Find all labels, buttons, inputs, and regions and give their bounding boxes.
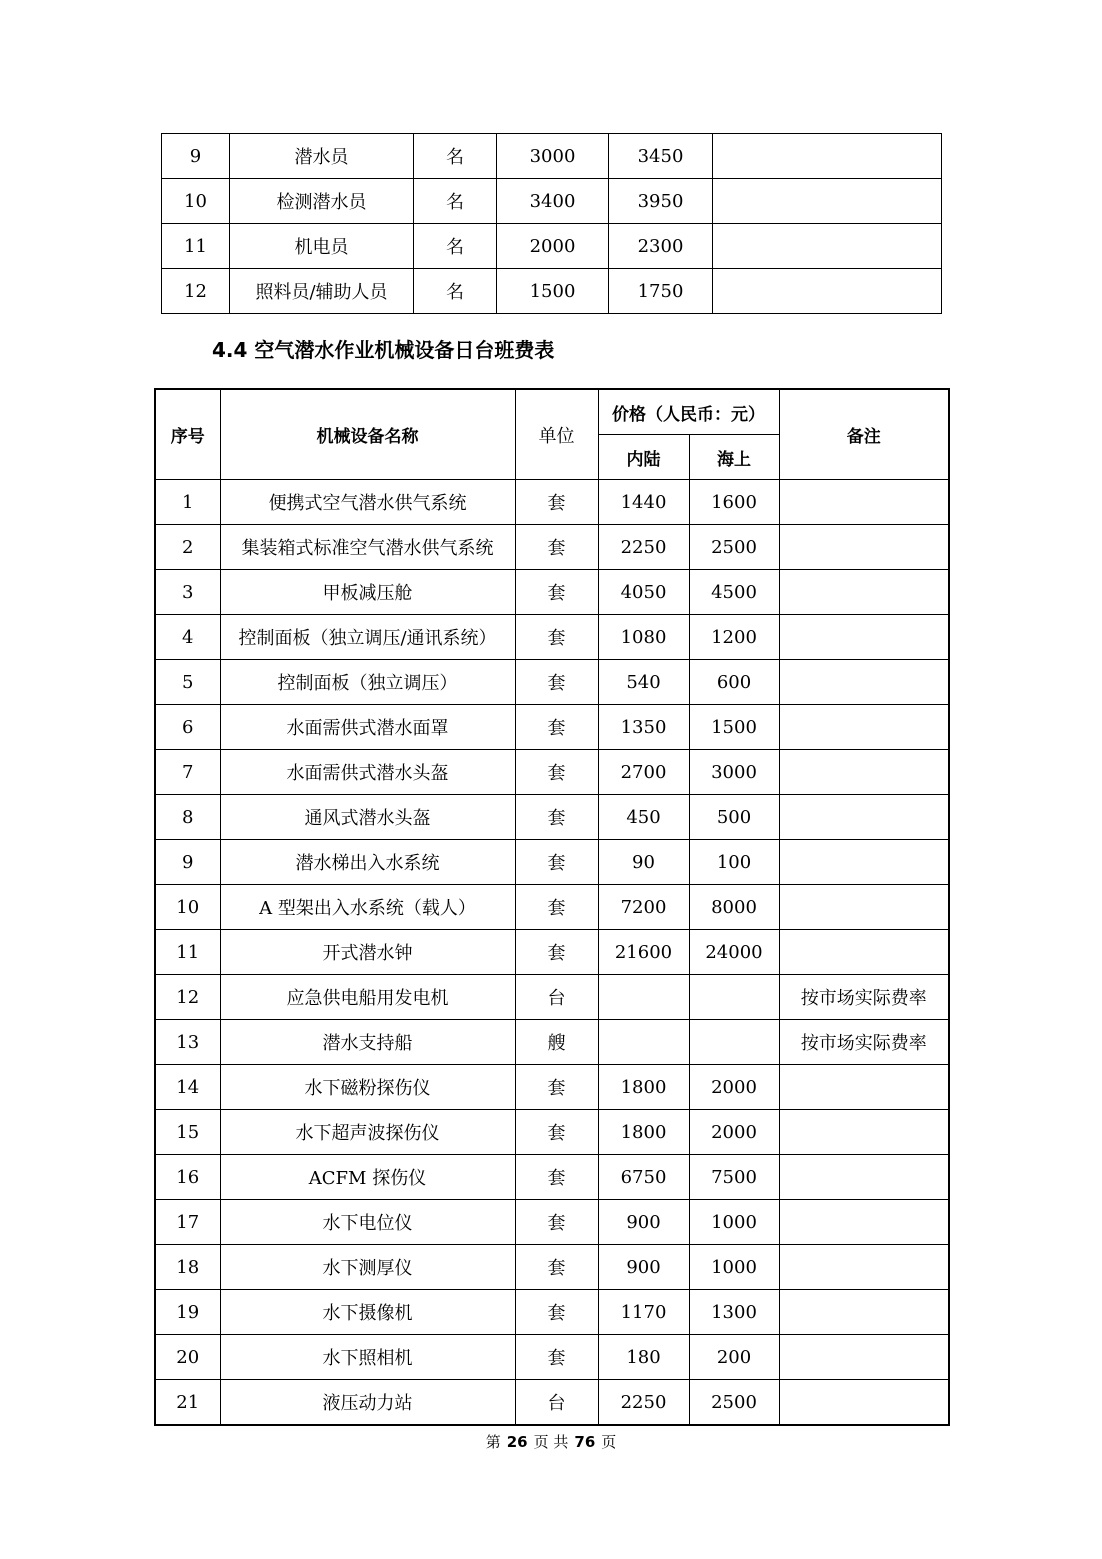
cell-note xyxy=(779,480,949,525)
table-row xyxy=(155,930,949,975)
cell-inland xyxy=(598,1020,689,1065)
table-row xyxy=(155,1380,949,1426)
cell-inland: 2250 xyxy=(598,1380,689,1426)
cell-unit: 套 xyxy=(515,660,598,705)
cell-note xyxy=(779,705,949,750)
cell-inland: 7200 xyxy=(598,885,689,930)
cell-sea: 1000 xyxy=(689,1200,779,1245)
cell-no: 3 xyxy=(155,570,220,615)
cell-sea: 1300 xyxy=(689,1290,779,1335)
header-unit: 单位 xyxy=(515,389,598,480)
cell-inland: 900 xyxy=(598,1245,689,1290)
cell-sea: 2500 xyxy=(689,525,779,570)
cell-unit: 名 xyxy=(414,224,497,269)
footer-suffix: 页 xyxy=(601,1433,617,1451)
cell-name: 集装箱式标准空气潜水供气系统 xyxy=(220,525,515,570)
cell-no: 10 xyxy=(162,179,230,224)
table-row xyxy=(155,1155,949,1200)
cell-note xyxy=(713,134,942,179)
header-note: 备注 xyxy=(779,389,949,480)
cell-unit: 套 xyxy=(515,885,598,930)
table-row xyxy=(155,705,949,750)
cell-note xyxy=(779,750,949,795)
cell-name: A 型架出入水系统（载人） xyxy=(220,885,515,930)
cell-sea xyxy=(689,1020,779,1065)
cell-name: 水下磁粉探伤仪 xyxy=(220,1065,515,1110)
cell-unit: 名 xyxy=(414,269,497,314)
cell-sea: 1600 xyxy=(689,480,779,525)
cell-note xyxy=(779,1290,949,1335)
cell-unit: 套 xyxy=(515,615,598,660)
cell-name: 水面需供式潜水头盔 xyxy=(220,750,515,795)
cell-note xyxy=(779,570,949,615)
equipment-table-header xyxy=(155,389,949,480)
table-row xyxy=(155,1335,949,1380)
cell-no: 10 xyxy=(155,885,220,930)
cell-unit: 台 xyxy=(515,975,598,1020)
cell-sea: 1500 xyxy=(689,705,779,750)
cell-note xyxy=(713,269,942,314)
cell-inland: 1800 xyxy=(598,1110,689,1155)
footer-page-total: 76 xyxy=(574,1433,596,1451)
cell-note: 按市场实际费率 xyxy=(779,975,949,1020)
cell-sea: 3450 xyxy=(609,134,713,179)
cell-name: 应急供电船用发电机 xyxy=(220,975,515,1020)
cell-no: 8 xyxy=(155,795,220,840)
header-no: 序号 xyxy=(155,389,220,480)
table-row xyxy=(155,750,949,795)
cell-sea: 200 xyxy=(689,1335,779,1380)
cell-sea: 100 xyxy=(689,840,779,885)
cell-inland: 6750 xyxy=(598,1155,689,1200)
cell-unit: 套 xyxy=(515,930,598,975)
cell-unit: 名 xyxy=(414,179,497,224)
cell-unit: 艘 xyxy=(515,1020,598,1065)
cell-no: 7 xyxy=(155,750,220,795)
table-row xyxy=(155,975,949,1020)
cell-name: 开式潜水钟 xyxy=(220,930,515,975)
cell-no: 14 xyxy=(155,1065,220,1110)
table-row xyxy=(155,795,949,840)
cell-inland: 1440 xyxy=(598,480,689,525)
cell-no: 13 xyxy=(155,1020,220,1065)
cell-name: 通风式潜水头盔 xyxy=(220,795,515,840)
cell-unit: 套 xyxy=(515,1200,598,1245)
cell-sea: 1200 xyxy=(689,615,779,660)
cell-inland: 900 xyxy=(598,1200,689,1245)
cell-unit: 套 xyxy=(515,1245,598,1290)
footer-prefix: 第 xyxy=(485,1433,501,1451)
cell-inland: 4050 xyxy=(598,570,689,615)
cell-inland: 2000 xyxy=(497,224,609,269)
cell-note xyxy=(779,1335,949,1380)
cell-no: 18 xyxy=(155,1245,220,1290)
table-row xyxy=(155,1290,949,1335)
cell-inland: 2250 xyxy=(598,525,689,570)
cell-name: 水下照相机 xyxy=(220,1335,515,1380)
cell-unit: 套 xyxy=(515,840,598,885)
cell-name: 潜水梯出入水系统 xyxy=(220,840,515,885)
cell-name: 机电员 xyxy=(230,224,414,269)
cell-sea: 2300 xyxy=(609,224,713,269)
cell-name: 水下电位仪 xyxy=(220,1200,515,1245)
cell-unit: 套 xyxy=(515,1290,598,1335)
cell-note xyxy=(779,1200,949,1245)
cell-no: 19 xyxy=(155,1290,220,1335)
header-sea: 海上 xyxy=(689,435,779,480)
cell-name: 水面需供式潜水面罩 xyxy=(220,705,515,750)
cell-inland: 180 xyxy=(598,1335,689,1380)
cell-sea: 2500 xyxy=(689,1380,779,1426)
table-row xyxy=(155,615,949,660)
cell-name: ACFM 探伤仪 xyxy=(220,1155,515,1200)
cell-sea: 500 xyxy=(689,795,779,840)
cell-name: 水下超声波探伤仪 xyxy=(220,1110,515,1155)
cell-no: 12 xyxy=(162,269,230,314)
cell-no: 20 xyxy=(155,1335,220,1380)
cell-sea: 3950 xyxy=(609,179,713,224)
cell-unit: 套 xyxy=(515,1155,598,1200)
equipment-table-body xyxy=(155,480,949,1426)
cell-inland: 1800 xyxy=(598,1065,689,1110)
cell-name: 甲板减压舱 xyxy=(220,570,515,615)
cell-sea xyxy=(689,975,779,1020)
cell-inland: 1500 xyxy=(497,269,609,314)
cell-name: 潜水员 xyxy=(230,134,414,179)
cell-unit: 套 xyxy=(515,795,598,840)
cell-note xyxy=(779,1065,949,1110)
header-inland: 内陆 xyxy=(598,435,689,480)
cell-unit: 套 xyxy=(515,525,598,570)
cell-name: 水下摄像机 xyxy=(220,1290,515,1335)
cell-name: 控制面板（独立调压/通讯系统） xyxy=(220,615,515,660)
personnel-table-continued xyxy=(161,133,942,314)
cell-note xyxy=(779,615,949,660)
cell-no: 21 xyxy=(155,1380,220,1426)
cell-unit: 台 xyxy=(515,1380,598,1426)
cell-note xyxy=(713,179,942,224)
table-row xyxy=(155,1245,949,1290)
cell-note xyxy=(779,1155,949,1200)
cell-no: 1 xyxy=(155,480,220,525)
cell-inland: 21600 xyxy=(598,930,689,975)
cell-note xyxy=(713,224,942,269)
cell-note xyxy=(779,1380,949,1426)
cell-no: 4 xyxy=(155,615,220,660)
cell-note xyxy=(779,525,949,570)
cell-name: 便携式空气潜水供气系统 xyxy=(220,480,515,525)
page-footer xyxy=(0,1431,1102,1453)
equipment-table xyxy=(154,388,950,1426)
cell-inland: 2700 xyxy=(598,750,689,795)
footer-mid: 页 共 xyxy=(533,1433,569,1451)
cell-sea: 2000 xyxy=(689,1065,779,1110)
cell-no: 11 xyxy=(162,224,230,269)
section-title: 4.4 空气潜水作业机械设备日台班费表 xyxy=(212,338,555,362)
cell-unit: 套 xyxy=(515,705,598,750)
table-row xyxy=(155,480,949,525)
table-row xyxy=(155,1110,949,1155)
cell-sea: 8000 xyxy=(689,885,779,930)
cell-unit: 套 xyxy=(515,480,598,525)
cell-inland: 1170 xyxy=(598,1290,689,1335)
table-row xyxy=(155,1065,949,1110)
table-row xyxy=(162,134,942,179)
cell-name: 检测潜水员 xyxy=(230,179,414,224)
table-row xyxy=(155,660,949,705)
cell-note xyxy=(779,795,949,840)
cell-no: 9 xyxy=(155,840,220,885)
cell-sea: 2000 xyxy=(689,1110,779,1155)
cell-unit: 套 xyxy=(515,570,598,615)
cell-name: 控制面板（独立调压） xyxy=(220,660,515,705)
cell-no: 2 xyxy=(155,525,220,570)
cell-note xyxy=(779,1110,949,1155)
cell-inland: 90 xyxy=(598,840,689,885)
cell-inland: 3400 xyxy=(497,179,609,224)
cell-inland: 1080 xyxy=(598,615,689,660)
table-row xyxy=(155,570,949,615)
cell-unit: 套 xyxy=(515,1065,598,1110)
cell-sea: 1750 xyxy=(609,269,713,314)
cell-inland xyxy=(598,975,689,1020)
header-price: 价格（人民币：元） xyxy=(598,389,779,435)
table-row xyxy=(155,840,949,885)
cell-no: 6 xyxy=(155,705,220,750)
cell-note xyxy=(779,840,949,885)
cell-note: 按市场实际费率 xyxy=(779,1020,949,1065)
table-row xyxy=(155,1200,949,1245)
cell-no: 12 xyxy=(155,975,220,1020)
cell-sea: 4500 xyxy=(689,570,779,615)
cell-name: 照料员/辅助人员 xyxy=(230,269,414,314)
cell-note xyxy=(779,660,949,705)
cell-no: 11 xyxy=(155,930,220,975)
table-row xyxy=(155,525,949,570)
cell-sea: 3000 xyxy=(689,750,779,795)
cell-note xyxy=(779,885,949,930)
table-row xyxy=(162,224,942,269)
cell-note xyxy=(779,930,949,975)
cell-note xyxy=(779,1245,949,1290)
cell-name: 水下测厚仪 xyxy=(220,1245,515,1290)
table-row xyxy=(162,269,942,314)
cell-no: 16 xyxy=(155,1155,220,1200)
cell-inland: 450 xyxy=(598,795,689,840)
cell-sea: 1000 xyxy=(689,1245,779,1290)
cell-unit: 名 xyxy=(414,134,497,179)
footer-page-current: 26 xyxy=(506,1433,528,1451)
cell-unit: 套 xyxy=(515,1335,598,1380)
table-row xyxy=(155,1020,949,1065)
cell-unit: 套 xyxy=(515,1110,598,1155)
cell-inland: 540 xyxy=(598,660,689,705)
table-row xyxy=(155,885,949,930)
cell-sea: 7500 xyxy=(689,1155,779,1200)
cell-no: 17 xyxy=(155,1200,220,1245)
cell-inland: 1350 xyxy=(598,705,689,750)
personnel-table-body xyxy=(162,134,942,314)
cell-no: 5 xyxy=(155,660,220,705)
cell-name: 潜水支持船 xyxy=(220,1020,515,1065)
cell-no: 15 xyxy=(155,1110,220,1155)
cell-no: 9 xyxy=(162,134,230,179)
cell-sea: 24000 xyxy=(689,930,779,975)
cell-unit: 套 xyxy=(515,750,598,795)
table-row xyxy=(162,179,942,224)
cell-name: 液压动力站 xyxy=(220,1380,515,1426)
cell-sea: 600 xyxy=(689,660,779,705)
cell-inland: 3000 xyxy=(497,134,609,179)
header-name: 机械设备名称 xyxy=(220,389,515,480)
